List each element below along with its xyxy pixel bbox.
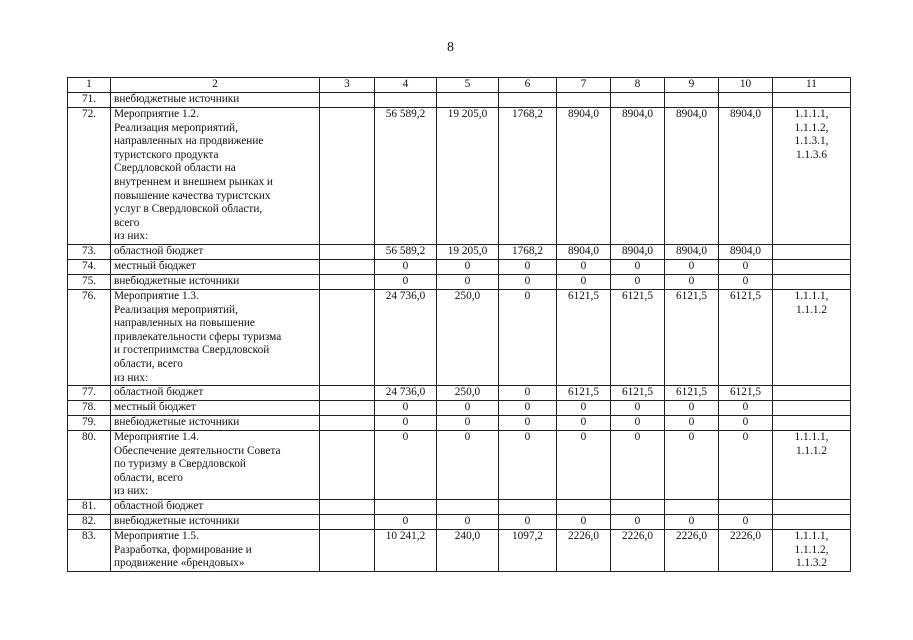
table-row (68, 515, 851, 530)
value-cell-c7: 0 (557, 401, 611, 416)
value-cell-c4 (375, 500, 437, 515)
value-cell-c4: 56 589,2 (375, 108, 437, 245)
budget-table (67, 77, 851, 572)
value-cell-c6: 0 (499, 259, 557, 274)
row-number: 82. (68, 515, 111, 530)
column-header: 7 (557, 78, 611, 93)
value-cell-c4: 0 (375, 274, 437, 289)
description-line: из них: (114, 371, 149, 384)
row-number: 75. (68, 274, 111, 289)
value-cell-c4: 0 (375, 431, 437, 500)
value-cell-c4: 24 736,0 (375, 289, 437, 385)
value-cell-c6: 1097,2 (499, 530, 557, 572)
value-cell-c8: 0 (611, 416, 665, 431)
row-number: 74. (68, 259, 111, 274)
value-cell-c5 (437, 93, 499, 108)
description-line: повышение качества туристских (114, 189, 271, 202)
value-cell-c6: 0 (499, 416, 557, 431)
value-cell-c6: 0 (499, 431, 557, 500)
target-indicators (773, 93, 851, 108)
value-cell-c10: 0 (719, 431, 773, 500)
value-cell-c8: 6121,5 (611, 289, 665, 385)
value-cell-c5: 0 (437, 515, 499, 530)
target-indicators (773, 274, 851, 289)
description-line: местный бюджет (114, 401, 196, 414)
value-cell-c3 (320, 244, 375, 259)
value-cell-c9: 0 (665, 274, 719, 289)
target-indicators (773, 416, 851, 431)
value-cell-c9: 8904,0 (665, 108, 719, 245)
value-cell-c6: 0 (499, 515, 557, 530)
row-number: 83. (68, 530, 111, 572)
description-line: Мероприятие 1.4. (114, 431, 199, 444)
value-cell-c10: 6121,5 (719, 289, 773, 385)
table-row (68, 244, 851, 259)
description-line: областной бюджет (114, 386, 204, 399)
value-cell-c10: 0 (719, 515, 773, 530)
row-description (111, 274, 320, 289)
description-line: продвижение «брендовых» (114, 557, 245, 570)
row-number: 71. (68, 93, 111, 108)
value-cell-c9: 0 (665, 416, 719, 431)
table-row (68, 289, 851, 385)
table-row (68, 431, 851, 500)
value-cell-c7: 8904,0 (557, 108, 611, 245)
column-header: 4 (375, 78, 437, 93)
row-description (111, 108, 320, 245)
value-cell-c3 (320, 274, 375, 289)
row-description (111, 515, 320, 530)
description-line: направленных на продвижение (114, 135, 264, 148)
value-cell-c6: 0 (499, 401, 557, 416)
row-description (111, 289, 320, 385)
target-code: 1.1.1.1, (794, 431, 829, 444)
value-cell-c4: 0 (375, 259, 437, 274)
row-number: 81. (68, 500, 111, 515)
value-cell-c9: 0 (665, 401, 719, 416)
row-description (111, 431, 320, 500)
row-description (111, 401, 320, 416)
row-number: 72. (68, 108, 111, 245)
value-cell-c8: 0 (611, 515, 665, 530)
value-cell-c5: 0 (437, 259, 499, 274)
value-cell-c10: 0 (719, 401, 773, 416)
value-cell-c8: 8904,0 (611, 108, 665, 245)
value-cell-c10: 0 (719, 416, 773, 431)
description-line: по туризму в Свердловской (114, 458, 246, 471)
value-cell-c9: 0 (665, 431, 719, 500)
target-indicators (773, 108, 851, 245)
description-line: внебюджетные источники (114, 93, 240, 105)
value-cell-c7: 8904,0 (557, 244, 611, 259)
target-indicators (773, 401, 851, 416)
target-code: 1.1.3.6 (795, 148, 828, 161)
row-number: 78. (68, 401, 111, 416)
value-cell-c7: 6121,5 (557, 386, 611, 401)
value-cell-c5: 0 (437, 274, 499, 289)
target-code: 1.1.1.2 (795, 444, 828, 457)
description-line: области, всего (114, 471, 183, 484)
target-indicators (773, 515, 851, 530)
row-number: 77. (68, 386, 111, 401)
value-cell-c10: 0 (719, 259, 773, 274)
target-indicators (773, 500, 851, 515)
value-cell-c7: 0 (557, 431, 611, 500)
target-code: 1.1.3.1, (794, 135, 829, 148)
description-line: Свердловской области на (114, 162, 236, 175)
value-cell-c7 (557, 93, 611, 108)
table-row (68, 386, 851, 401)
description-line: Мероприятие 1.5. (114, 530, 199, 543)
value-cell-c6 (499, 93, 557, 108)
value-cell-c7: 0 (557, 416, 611, 431)
value-cell-c8: 0 (611, 259, 665, 274)
value-cell-c9 (665, 500, 719, 515)
row-description (111, 259, 320, 274)
target-code: 1.1.3.2 (795, 557, 828, 570)
value-cell-c7: 0 (557, 515, 611, 530)
value-cell-c7: 2226,0 (557, 530, 611, 572)
column-header: 6 (499, 78, 557, 93)
table-row (68, 530, 851, 572)
value-cell-c3 (320, 289, 375, 385)
target-indicators (773, 289, 851, 385)
value-cell-c8: 2226,0 (611, 530, 665, 572)
value-cell-c8: 8904,0 (611, 244, 665, 259)
row-number: 79. (68, 416, 111, 431)
table-row (68, 259, 851, 274)
value-cell-c9: 2226,0 (665, 530, 719, 572)
column-header: 3 (320, 78, 375, 93)
value-cell-c10: 6121,5 (719, 386, 773, 401)
description-line: внебюджетные источники (114, 274, 240, 287)
row-number: 76. (68, 289, 111, 385)
description-line: внутреннем и внешнем рынках и (114, 175, 273, 188)
value-cell-c6 (499, 500, 557, 515)
value-cell-c5: 19 205,0 (437, 108, 499, 245)
value-cell-c9: 6121,5 (665, 386, 719, 401)
row-description (111, 386, 320, 401)
value-cell-c6: 0 (499, 386, 557, 401)
value-cell-c8: 0 (611, 431, 665, 500)
value-cell-c10 (719, 500, 773, 515)
value-cell-c8 (611, 500, 665, 515)
value-cell-c9: 6121,5 (665, 289, 719, 385)
target-indicators (773, 244, 851, 259)
value-cell-c4: 0 (375, 416, 437, 431)
value-cell-c3 (320, 515, 375, 530)
value-cell-c7: 0 (557, 259, 611, 274)
column-header: 11 (773, 78, 851, 93)
target-code: 1.1.1.1, (794, 289, 829, 302)
column-header: 8 (611, 78, 665, 93)
value-cell-c7 (557, 500, 611, 515)
value-cell-c6: 1768,2 (499, 244, 557, 259)
value-cell-c5: 250,0 (437, 386, 499, 401)
value-cell-c5: 0 (437, 431, 499, 500)
value-cell-c3 (320, 386, 375, 401)
value-cell-c10: 0 (719, 274, 773, 289)
value-cell-c4 (375, 93, 437, 108)
target-code: 1.1.1.1, (794, 108, 829, 120)
description-line: туристского продукта (114, 148, 219, 161)
description-line: Разработка, формирование и (114, 543, 252, 556)
column-header: 5 (437, 78, 499, 93)
description-line: областной бюджет (114, 244, 204, 257)
value-cell-c4: 10 241,2 (375, 530, 437, 572)
target-code: 1.1.1.2 (795, 303, 828, 316)
column-header: 1 (68, 78, 111, 93)
page-number: 8 (447, 40, 454, 55)
value-cell-c10: 2226,0 (719, 530, 773, 572)
value-cell-c9 (665, 93, 719, 108)
table-row (68, 274, 851, 289)
row-number: 73. (68, 244, 111, 259)
value-cell-c3 (320, 416, 375, 431)
value-cell-c9: 8904,0 (665, 244, 719, 259)
value-cell-c6: 1768,2 (499, 108, 557, 245)
target-code: 1.1.1.2, (794, 543, 829, 556)
value-cell-c3 (320, 431, 375, 500)
description-line: внебюджетные источники (114, 416, 240, 429)
description-line: Обеспечение деятельности Совета (114, 444, 281, 457)
column-header: 2 (111, 78, 320, 93)
description-line: области, всего (114, 357, 183, 370)
value-cell-c9: 0 (665, 515, 719, 530)
value-cell-c3 (320, 500, 375, 515)
value-cell-c5: 0 (437, 416, 499, 431)
value-cell-c5 (437, 500, 499, 515)
description-line: направленных на повышение (114, 317, 255, 330)
description-line: из них: (114, 485, 149, 498)
description-line: Реализация мероприятий, (114, 303, 238, 316)
value-cell-c4: 56 589,2 (375, 244, 437, 259)
value-cell-c5: 240,0 (437, 530, 499, 572)
table-body (68, 93, 851, 572)
row-description (111, 416, 320, 431)
description-line: всего (114, 216, 140, 229)
description-line: услуг в Свердловской области, (114, 203, 263, 216)
description-line: Мероприятие 1.3. (114, 289, 199, 302)
value-cell-c5: 0 (437, 401, 499, 416)
target-code: 1.1.1.1, (794, 530, 829, 543)
value-cell-c8: 0 (611, 401, 665, 416)
column-header: 9 (665, 78, 719, 93)
description-line: и гостеприимства Свердловской (114, 344, 270, 357)
target-indicators (773, 259, 851, 274)
value-cell-c8: 0 (611, 274, 665, 289)
description-line: из них: (114, 230, 149, 243)
value-cell-c3 (320, 108, 375, 245)
value-cell-c4: 0 (375, 515, 437, 530)
value-cell-c10: 8904,0 (719, 108, 773, 245)
description-line: Реализация мероприятий, (114, 121, 238, 134)
target-code: 1.1.1.2, (794, 121, 829, 134)
value-cell-c4: 24 736,0 (375, 386, 437, 401)
value-cell-c3 (320, 93, 375, 108)
row-description (111, 244, 320, 259)
value-cell-c7: 6121,5 (557, 289, 611, 385)
value-cell-c4: 0 (375, 401, 437, 416)
table-row (68, 108, 851, 245)
column-header: 10 (719, 78, 773, 93)
description-line: Мероприятие 1.2. (114, 108, 199, 120)
row-description (111, 500, 320, 515)
table-row (68, 401, 851, 416)
row-description (111, 93, 320, 108)
value-cell-c5: 19 205,0 (437, 244, 499, 259)
value-cell-c9: 0 (665, 259, 719, 274)
value-cell-c3 (320, 530, 375, 572)
value-cell-c7: 0 (557, 274, 611, 289)
value-cell-c3 (320, 401, 375, 416)
value-cell-c8 (611, 93, 665, 108)
value-cell-c3 (320, 259, 375, 274)
table-row (68, 93, 851, 108)
description-line: привлекательности сферы туризма (114, 330, 282, 343)
target-indicators (773, 431, 851, 500)
value-cell-c8: 6121,5 (611, 386, 665, 401)
value-cell-c6: 0 (499, 289, 557, 385)
description-line: внебюджетные источники (114, 515, 240, 528)
value-cell-c6: 0 (499, 274, 557, 289)
value-cell-c10: 8904,0 (719, 244, 773, 259)
target-indicators (773, 530, 851, 572)
value-cell-c5: 250,0 (437, 289, 499, 385)
header-row (68, 78, 851, 93)
value-cell-c10 (719, 93, 773, 108)
row-description (111, 530, 320, 572)
table-row (68, 500, 851, 515)
description-line: местный бюджет (114, 259, 196, 272)
description-line: областной бюджет (114, 500, 204, 513)
row-number: 80. (68, 431, 111, 500)
target-indicators (773, 386, 851, 401)
table-row (68, 416, 851, 431)
